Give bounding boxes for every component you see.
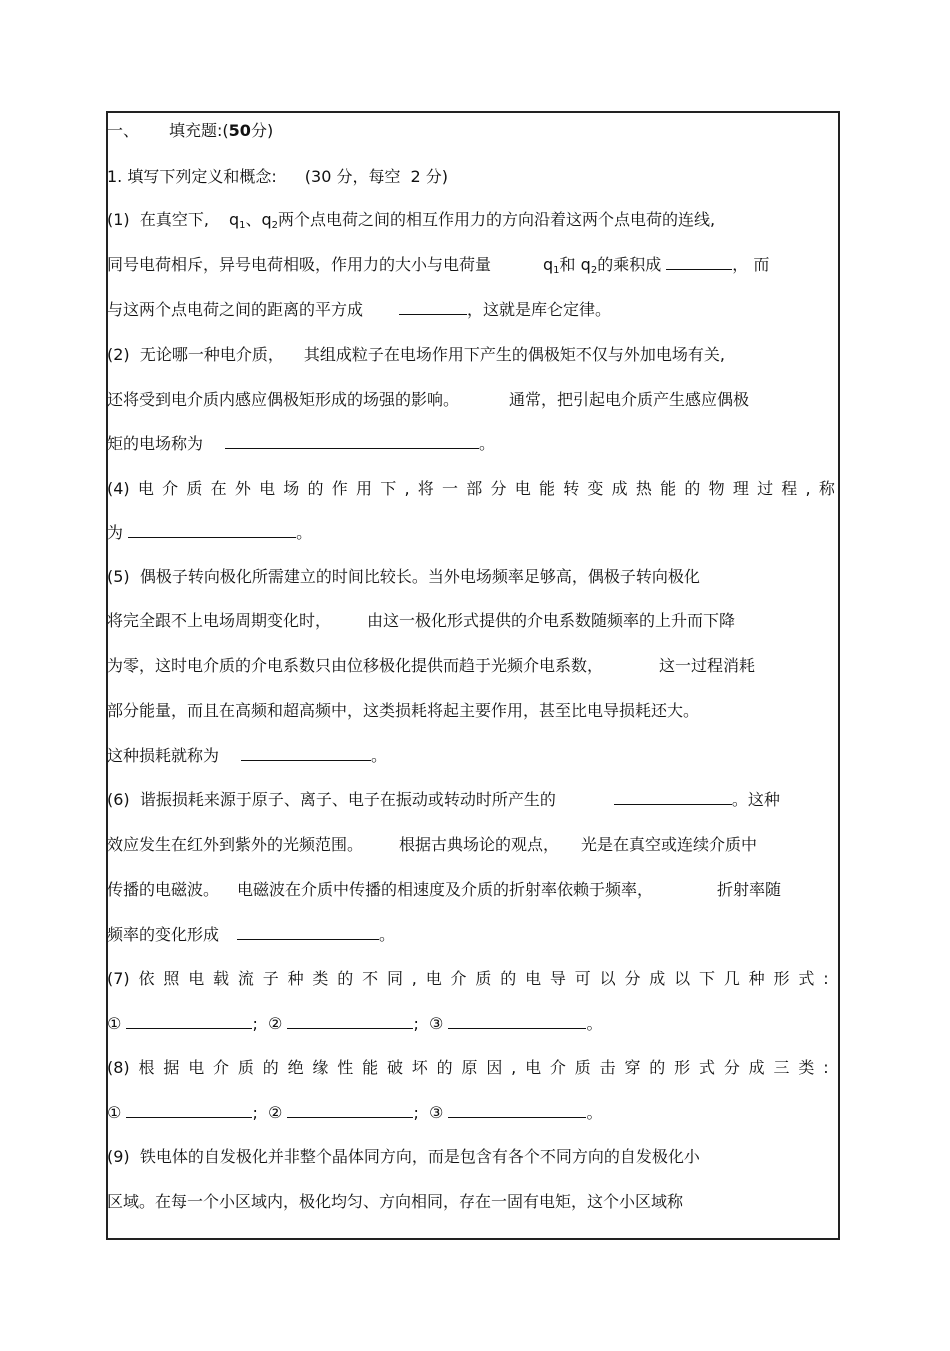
item-8-line-2 [107,1103,602,1123]
answer-blank[interactable] [225,434,479,449]
var-q: q [261,210,272,229]
char: : [823,1058,829,1077]
text: 通常，把引起电介质产生感应偶极 [509,390,750,409]
item-9-line-1 [107,1147,700,1167]
text: 无论哪一种电介质， [139,345,284,364]
char: 同 [386,969,403,988]
text: 这一过程消耗 [659,656,756,675]
char: 种 [748,969,765,988]
answer-blank[interactable] [287,1014,413,1029]
char: 将 [417,479,434,498]
text: 这种损耗就称为 [107,746,220,765]
char: 理 [732,479,749,498]
item-1-line-1 [107,210,715,236]
section-score: 50 [228,121,251,140]
text: 由这一极化形式提供的介电系数随频率的上升而下降 [367,611,736,630]
char: 作 [331,479,348,498]
text: ; [413,1103,419,1122]
char: 以 [674,969,691,988]
question-note-2: 2 分) [410,167,448,186]
question-note: (30 分，每空 [304,167,401,186]
char: 能 [660,479,677,498]
answer-blank[interactable] [448,1014,586,1029]
text: 还将受到电介质内感应偶极矩形成的场强的影响。 [107,390,460,409]
char: 介 [213,1058,230,1077]
char: , [511,1058,517,1077]
item-2-line-2 [107,390,749,410]
answer-blank[interactable] [126,1103,252,1118]
item-4-line-2 [107,523,312,543]
text: 在真空下, [139,210,209,229]
char: 成 [748,1058,765,1077]
text: 效应发生在红外到紫外的光频范围。 [107,835,364,854]
item-9-line-2 [107,1192,683,1212]
char: 分 [723,1058,740,1077]
text: 折射率随 [717,880,782,899]
char: 种 [287,969,304,988]
char: 不 [362,969,379,988]
item-5-line-2 [107,611,735,631]
item-number: (1) [107,210,130,229]
char: , [411,969,417,988]
subscript: 1 [553,265,560,276]
char: 的 [307,479,324,498]
var-q: q [580,255,591,274]
char: 三 [773,1058,790,1077]
char: 质 [574,1058,591,1077]
char: 流 [237,969,254,988]
item-5-line-4 [107,701,699,721]
subscript: 2 [271,220,279,231]
circle-number: ① [107,1103,122,1122]
text: 将完全跟不上电场周期变化时， [107,611,332,630]
char: 介 [450,969,467,988]
answer-blank[interactable] [614,790,732,805]
circle-number: ③ [429,1014,444,1033]
item-6-line-2 [107,835,757,855]
item-number: (2) [107,345,130,364]
text: 铁电体的自发极化并非整个晶体同方向，而是包含有各个不同方向的自发极化小 [139,1147,700,1166]
text: ; [252,1103,258,1122]
item-8-line-1 [107,1058,829,1078]
char: 电 [525,969,542,988]
text: 的乘积成 [597,255,662,274]
text: 传播的电磁波。 [107,880,220,899]
char: 的 [262,1058,279,1077]
char: 形 [773,969,790,988]
text: 和 [559,255,576,274]
char: : [823,969,829,988]
char: 质 [237,1058,254,1077]
section-heading [107,121,273,141]
char: 类 [798,1058,815,1077]
text: 。 [379,925,396,944]
char: 成 [611,479,628,498]
section-number: 一、 [107,121,140,140]
char: 可 [574,969,591,988]
char: 物 [708,479,725,498]
text: 。 [586,1014,603,1033]
char: , [404,479,410,498]
text: 。 [296,523,313,542]
text: 。 [586,1103,603,1122]
char: 称 [818,479,835,498]
char: 照 [163,969,180,988]
text: 谐振损耗来源于原子、离子、电子在振动或转动时所产生的 [139,790,556,809]
char: 外 [234,479,251,498]
char: 坏 [411,1058,428,1077]
char: 穿 [624,1058,641,1077]
char: 式 [798,969,815,988]
char: 电 [425,969,442,988]
char: 电 [514,479,531,498]
char: 据 [163,1058,180,1077]
char: 的 [436,1058,453,1077]
answer-blank[interactable] [126,1014,252,1029]
char: 分 [490,479,507,498]
char: , [805,479,811,498]
text: 根据古典场论的观点， [399,835,560,854]
char: 形 [674,1058,691,1077]
char: 根 [138,1058,155,1077]
char: 因 [486,1058,503,1077]
item-number: (7) [107,969,130,988]
text: ，这就是库仑定律。 [467,300,612,319]
char: 质 [475,969,492,988]
item-6-line-3 [107,880,781,900]
char: 电 [525,1058,542,1077]
char: 几 [723,969,740,988]
char: 电 [259,479,276,498]
circle-number: ① [107,1014,122,1033]
text: ; [413,1014,419,1033]
item-2-line-1 [107,345,725,365]
text: 而 [753,255,770,274]
question-1-heading [107,167,448,187]
char: 性 [337,1058,354,1077]
char: 载 [213,969,230,988]
item-1-line-3 [107,300,611,320]
item-2-line-3 [107,434,495,454]
answer-blank[interactable] [666,255,732,270]
answer-blank[interactable] [287,1103,413,1118]
char: 缘 [312,1058,329,1077]
char: 原 [461,1058,478,1077]
answer-blank[interactable] [399,300,467,315]
text: ; [252,1014,258,1033]
item-7-line-2 [107,1014,602,1034]
text: 同号电荷相斥，异号电荷相吸，作用力的大小与电荷量 [107,255,492,274]
text: 其组成粒子在电场作用下产生的偶极矩不仅与外加电场有关, [303,345,725,364]
item-1-line-2 [107,255,769,281]
char: 的 [684,479,701,498]
char: 导 [549,969,566,988]
char: 转 [563,479,580,498]
char: 以 [599,969,616,988]
char: 电 [188,969,205,988]
char: 质 [186,479,203,498]
text: 。这种 [731,790,780,809]
text: 。 [371,746,388,765]
section-title: 填充题: [169,121,223,140]
text: 与这两个点电荷之间的距离的平方成 [107,300,364,319]
circle-number: ② [268,1014,283,1033]
item-number: (9) [107,1147,130,1166]
text: 光是在真空或连续介质中 [581,835,758,854]
text: 频率的变化形成 [107,925,220,944]
item-5-line-1 [107,567,700,587]
char: 击 [599,1058,616,1077]
char: 场 [283,479,300,498]
char: 绝 [287,1058,304,1077]
char: 的 [337,969,354,988]
circle-number: ③ [429,1103,444,1122]
char: 热 [635,479,652,498]
text: 偶极子转向极化所需建立的时间比较长。当外电场频率足够高，偶极子转向极化 [139,567,700,586]
text: 。 [479,434,496,453]
char: 下 [698,969,715,988]
item-6-line-4 [107,925,395,945]
char: 的 [649,1058,666,1077]
char: 成 [649,969,666,988]
char: 用 [356,479,373,498]
item-5-line-5 [107,746,387,766]
char: 在 [210,479,227,498]
item-5-line-3 [107,656,755,676]
char: 子 [262,969,279,988]
char: 依 [138,969,155,988]
item-number: (6) [107,790,130,809]
question-label: 1. [107,167,123,186]
item-number: (4) [107,479,130,498]
char: 下 [380,479,397,498]
text: 、 [245,210,262,229]
answer-blank[interactable] [448,1103,586,1118]
text: 矩的电场称为 [107,434,204,453]
text: 两个点电荷之间的相互作用力的方向沿着这两个点电荷的连线, [278,210,716,229]
answer-blank[interactable] [237,925,379,940]
item-4-line-1 [107,479,835,499]
question-text: 填写下列定义和概念: [127,167,277,186]
text: 为 [107,523,124,542]
char: 分 [624,969,641,988]
text: ， [732,255,749,274]
score-open: ( [222,121,229,140]
answer-blank[interactable] [241,746,371,761]
item-7-line-1 [107,969,829,989]
text: 区域。在每一个小区域内，极化均匀、方向相同，存在一固有电矩，这个小区域称 [107,1192,684,1211]
char: 能 [362,1058,379,1077]
text: 电磁波在介质中传播的相速度及介质的折射率依赖于频率， [237,880,654,899]
char: 部 [466,479,483,498]
char: 电 [188,1058,205,1077]
char: 变 [587,479,604,498]
item-6-line-1 [107,790,780,810]
char: 过 [757,479,774,498]
char: 破 [386,1058,403,1077]
item-number: (5) [107,567,130,586]
char: 式 [698,1058,715,1077]
char: 一 [442,479,459,498]
answer-blank[interactable] [128,523,296,538]
char: 程 [781,479,798,498]
char: 类 [312,969,329,988]
score-close: 分) [250,121,274,140]
char: 介 [549,1058,566,1077]
char: 能 [538,479,555,498]
char: 电 [137,479,154,498]
item-number: (8) [107,1058,130,1077]
text: 部分能量，而且在高频和超高频中，这类损耗将起主要作用，甚至比电导损耗还大。 [107,701,700,720]
subscript: 2 [590,265,598,276]
var-q: q [543,255,554,274]
text: 为零，这时电介质的介电系数只由位移极化提供而趋于光频介电系数， [107,656,604,675]
var-q: q [228,210,240,229]
subscript: 1 [239,220,246,231]
char: 介 [162,479,179,498]
char: 的 [500,969,517,988]
circle-number: ② [268,1103,283,1122]
